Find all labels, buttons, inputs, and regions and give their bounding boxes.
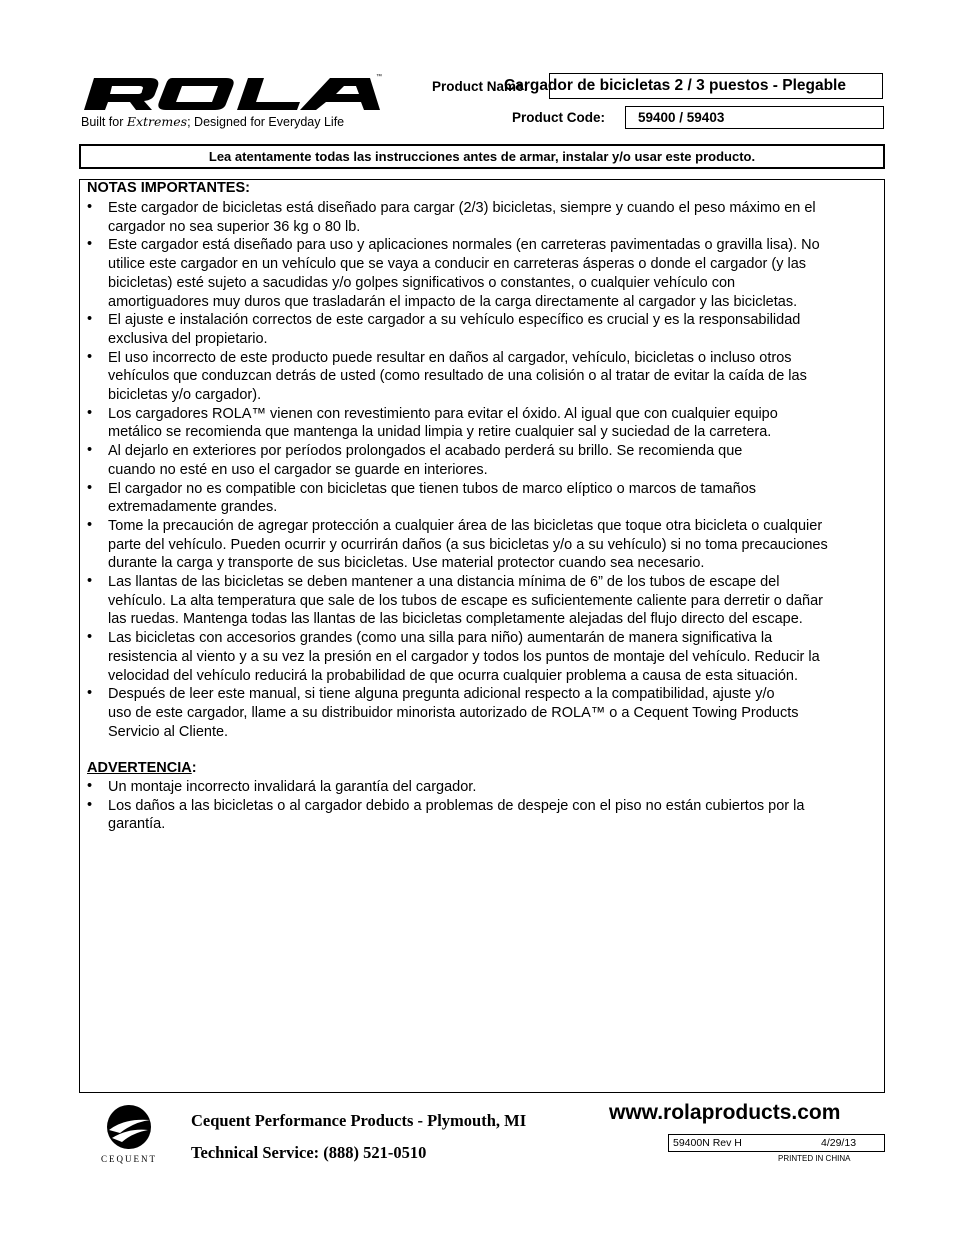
cequent-brand: CEQUENT: [101, 1154, 157, 1164]
list-item-line: Al dejarlo en exteriores por períodos prolongados el acabado perderá su brillo. Se recomienda que: [108, 443, 743, 460]
bullet-icon: •: [87, 685, 93, 702]
bullet-icon: •: [87, 236, 93, 253]
list-item-line: El uso incorrecto de este producto puede resultar en daños al cargador, vehículo, bicicletas o incluso otros: [108, 349, 792, 366]
list-item-line: velocidad del vehículo reducirá la probabilidad de que ocurra cualquier problema a causa de esta situación.: [108, 667, 798, 684]
bullet-icon: •: [87, 199, 93, 215]
list-item-line: bicicletas) esté sujeto a sacudidas y/o golpes significativos o constantes, o cualquier vehículo con: [108, 274, 736, 291]
bullet-icon: •: [87, 442, 93, 459]
instructions-banner: Lea atentamente todas las instrucciones antes de armar, instalar y/o usar este producto.: [79, 144, 885, 169]
trademark-symbol: ™: [376, 74, 382, 80]
list-item-line: cuando no esté en uso el cargador se guarde en interiores.: [108, 461, 488, 478]
list-item-line: Tome la precaución de agregar protección a cualquier área de las bicicletas que toque otra bicicleta o cualquier: [108, 517, 823, 534]
bullet-icon: •: [87, 404, 93, 421]
bullet-icon: •: [87, 573, 93, 589]
list-item-line: utilice este cargador en un vehículo que se vaya a conducir en carreteras ásperas o donde el cargador (y las: [108, 256, 807, 273]
list-item-line: Este cargador está diseñado para uso y aplicaciones normales (en carreteras pavimentadas o gravilla lisa). No: [108, 237, 820, 254]
list-item-line: parte del vehículo. Pueden ocurrir y ocurrirán daños (a sus bicicletas y/o a su vehículo) si no toma precauciones: [108, 536, 828, 553]
list-item-line: Un montaje incorrecto invalidará la garantía del cargador.: [108, 779, 477, 795]
list-item-line: resistencia al viento y a su vez la presión en el cargador y todos los puntos de montaje del vehículo. Reducir la: [108, 648, 820, 665]
list-item-line: metálico se recomienda que mantenga la unidad limpia y retire cualquier sal y suciedad de la carretera.: [108, 424, 772, 441]
bullet-icon: •: [87, 629, 93, 646]
product-name-label: Product Name:: [432, 79, 529, 94]
list-item-line: garantía.: [108, 816, 166, 833]
bullet-icon: •: [87, 778, 93, 794]
notes-heading: NOTAS IMPORTANTES:: [87, 180, 250, 196]
list-item-line: extremadamente grandes.: [108, 499, 278, 516]
document-code: 59400N Rev H: [673, 1137, 742, 1149]
bullet-icon: •: [87, 516, 93, 533]
technical-service: Technical Service: (888) 521-0510: [191, 1143, 427, 1162]
list-item-line: Los cargadores ROLA™ vienen con revestimiento para evitar el óxido. Al igual que con cualquier equipo: [108, 405, 778, 422]
list-item-line: vehículo. La alta temperatura que sale de los tubos de escape es suficientemente caliente para derretir o dañar: [108, 592, 823, 609]
bullet-icon: •: [87, 479, 93, 496]
printed-in: PRINTED IN CHINA: [778, 1154, 851, 1163]
list-item-line: Después de leer este manual, si tiene alguna pregunta adicional respecto a la compatibilidad, ajuste y/o: [108, 686, 775, 703]
revision-box: [668, 1134, 885, 1152]
cequent-logo: [94, 1100, 164, 1170]
list-item-line: las ruedas. Mantenga todas las llantas de las bicicletas completamente alejadas del flujo directo del escape.: [108, 611, 803, 628]
list-item-line: uso de este cargador, llame a su distribuidor minorista autorizado de ROLA™ o a Cequent Towing Products: [108, 704, 799, 721]
list-item-line: Servicio al Cliente.: [108, 723, 229, 740]
list-item-line: vehículos que conduzcan detrás de usted (como resultado de una colisión o al tratar de evitar la caída de las: [108, 368, 807, 385]
bullet-icon: •: [87, 348, 93, 365]
list-item-line: Los daños a las bicicletas o al cargador debido a problemas de despeje con el piso no están cubiertos por la: [108, 797, 805, 814]
company-name: Cequent Performance Products - Plymouth, MI: [191, 1111, 527, 1130]
brand-tagline: Built for Extremes; Designed for Everyday Life: [81, 114, 345, 129]
warning-heading: ADVERTENCIA:: [87, 760, 197, 776]
list-item-line: amortiguadores muy duros que trasladarán el impacto de la carga directamente al cargador y las bicicletas.: [108, 293, 798, 310]
product-code-label: Product Code:: [512, 110, 605, 125]
list-item-line: cargador no sea superior 36 kg o 80 lb.: [108, 218, 361, 235]
bullet-icon: •: [87, 311, 93, 328]
product-name-value: Cargador de bicicletas 2 / 3 puestos - Plegable: [504, 77, 846, 94]
list-item-line: Este cargador de bicicletas está diseñado para cargar (2/3) bicicletas, siempre y cuando el peso máximo en el: [108, 200, 816, 216]
list-item-line: durante la carga y transporte de sus bicicletas. Use material protector cuando sea necesario.: [108, 555, 705, 572]
revision-date: 4/29/13: [821, 1137, 857, 1149]
list-item-line: exclusiva del propietario.: [108, 330, 268, 347]
list-item-line: Las llantas de las bicicletas se deben mantener a una distancia mínima de 6” de los tubos de escape del: [108, 574, 780, 590]
list-item-line: El cargador no es compatible con bicicletas que tienen tubos de marco elíptico o marcos de tamaños: [108, 480, 757, 497]
website-link[interactable]: www.rolaproducts.com: [609, 1101, 841, 1124]
list-item-line: El ajuste e instalación correctos de este cargador a su vehículo específico es crucial y es la responsabilidad: [108, 312, 801, 329]
product-code-value: 59400 / 59403: [625, 106, 884, 129]
list-item-line: bicicletas y/o cargador).: [108, 387, 262, 403]
bullet-icon: •: [87, 796, 93, 813]
list-item-line: Las bicicletas con accesorios grandes (como una silla para niño) aumentarán de manera significativa la: [108, 630, 773, 647]
